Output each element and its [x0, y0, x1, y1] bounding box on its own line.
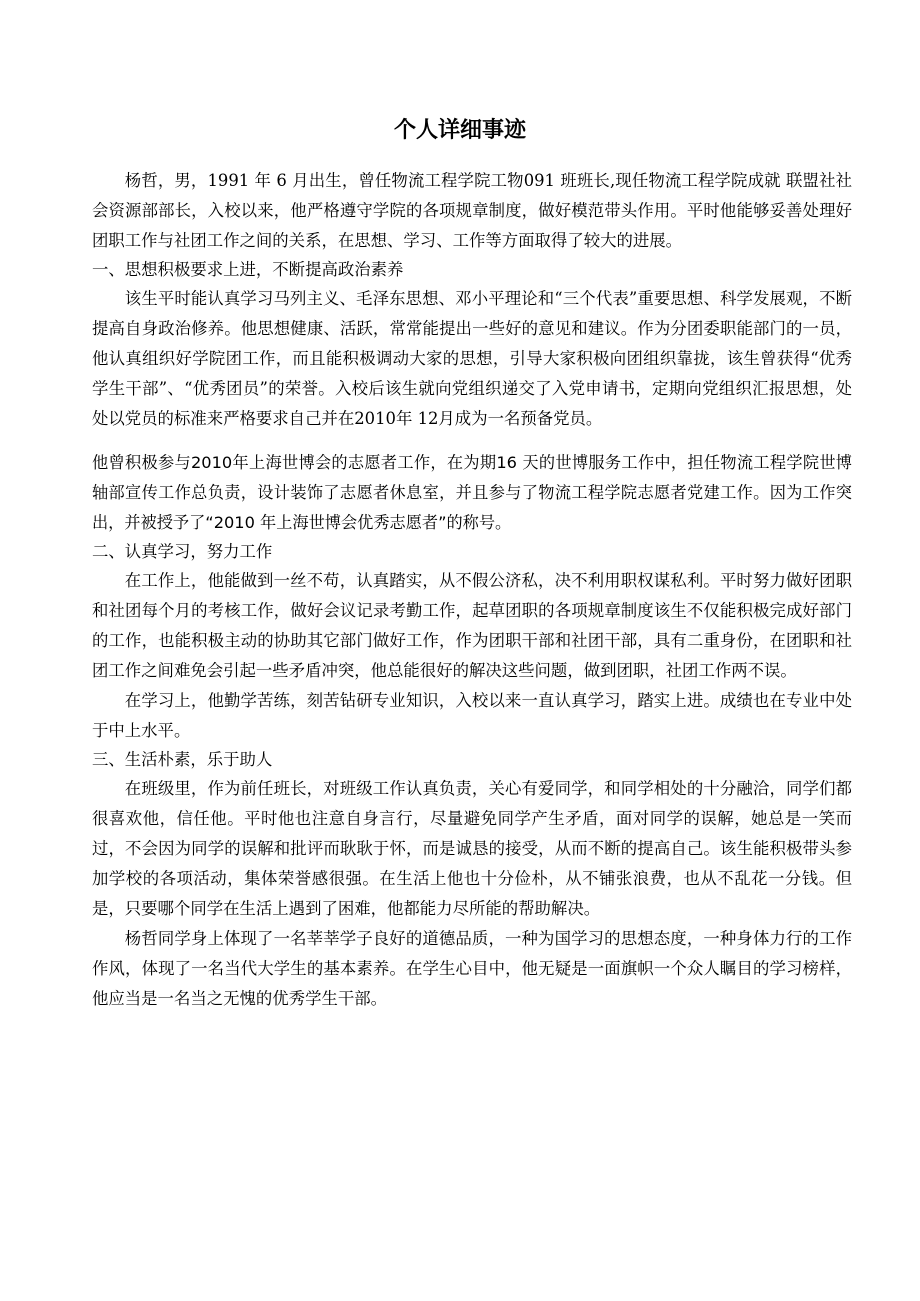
life-paragraph: 在班级里，作为前任班长，对班级工作认真负责，关心有爱同学，和同学相处的十分融洽，同学们都很喜欢他，信任他。平时他也注意自身言行，尽量避免同学产生矛盾，面对同学的误解，她总是一笑而过，不会因为同学的误解和批评而耿耿于怀，而是诚恳的接受，从而不断的提高自己。该生能积极带头参加学校的各项活动，集体荣誉感很强。在生活上他也十分俭朴，从不铺张浪费，也从不乱花一分钱。但是，只要哪个同学在生活上遇到了困难，他都能力尽所能的帮助解决。 [92, 779, 852, 918]
document-title: 个人详细事迹 [393, 118, 526, 143]
section-heading-life: 三、生活朴素，乐于助人 [92, 750, 273, 769]
section-heading-political: 一、思想积极要求上进，不断提高政治素养 [92, 260, 404, 279]
political-paragraph: 该生平时能认真学习马列主义、毛泽东思想、邓小平理论和“三个代表”重要思想、科学发展观，不断提高自身政治修养。他思想健康、活跃，常常能提出一些好的意见和建议。作为分团委职能部门的一员，他认真组织好学院团工作，而且能积极调动大家的思想，引导大家积极向团组织靠拢，该生曾获得“优秀学生干部”、“优秀团员”的荣誉。入校后该生就向党组织递交了入党申请书，定期向党组织汇报思想，处处以党员的标准来严格要求自己并在2010年 12月成为一名预备党员。 [92, 289, 852, 428]
intro-paragraph: 杨哲，男，1991 年 6 月出生，曾任物流工程学院工物091 班班长,现任物流工程学院成就 联盟社社会资源部部长，入校以来，他严格遵守学院的各项规章制度，做好模范带头作用。平时他能够妥善处理好团职工作与社团工作之间的关系，在思想、学习、工作等方面取得了较大的进展。 [92, 171, 852, 250]
document-body [92, 166, 852, 1014]
summary-paragraph: 杨哲同学身上体现了一名莘莘学子良好的道德品质，一种为国学习的思想态度，一种身体力行的工作作风，体现了一名当代大学生的基本素养。在学生心目中，他无疑是一面旗帜一个众人瞩目的学习榜样，他应当是一名当之无愧的优秀学生干部。 [92, 929, 852, 1008]
study-paragraph: 在学习上，他勤学苦练，刻苦钻研专业知识，入校以来一直认真学习，踏实上进。成绩也在专业中处于中上水平。 [92, 691, 852, 740]
section-heading-study-work: 二、认真学习，努力工作 [92, 542, 273, 561]
expo-volunteer-paragraph: 他曾积极参与2010年上海世博会的志愿者工作，在为期16 天的世博服务工作中，担任物流工程学院世博轴部宣传工作总负责，设计装饰了志愿者休息室，并且参与了物流工程学院志愿者党建工作。因为工作突出，并被授予了“2010 年上海世博会优秀志愿者”的称号。 [92, 453, 852, 532]
work-paragraph: 在工作上，他能做到一丝不苟，认真踏实，从不假公济私，决不利用职权谋私利。平时努力做好团职和社团每个月的考核工作，做好会议记录考勤工作，起草团职的各项规章制度该生不仅能积极完成好部门的工作，也能积极主动的协助其它部门做好工作，作为团职干部和社团干部，具有二重身份，在团职和社团工作之间难免会引起一些矛盾冲突，他总能很好的解决这些问题，做到团职，社团工作两不误。 [92, 571, 852, 680]
